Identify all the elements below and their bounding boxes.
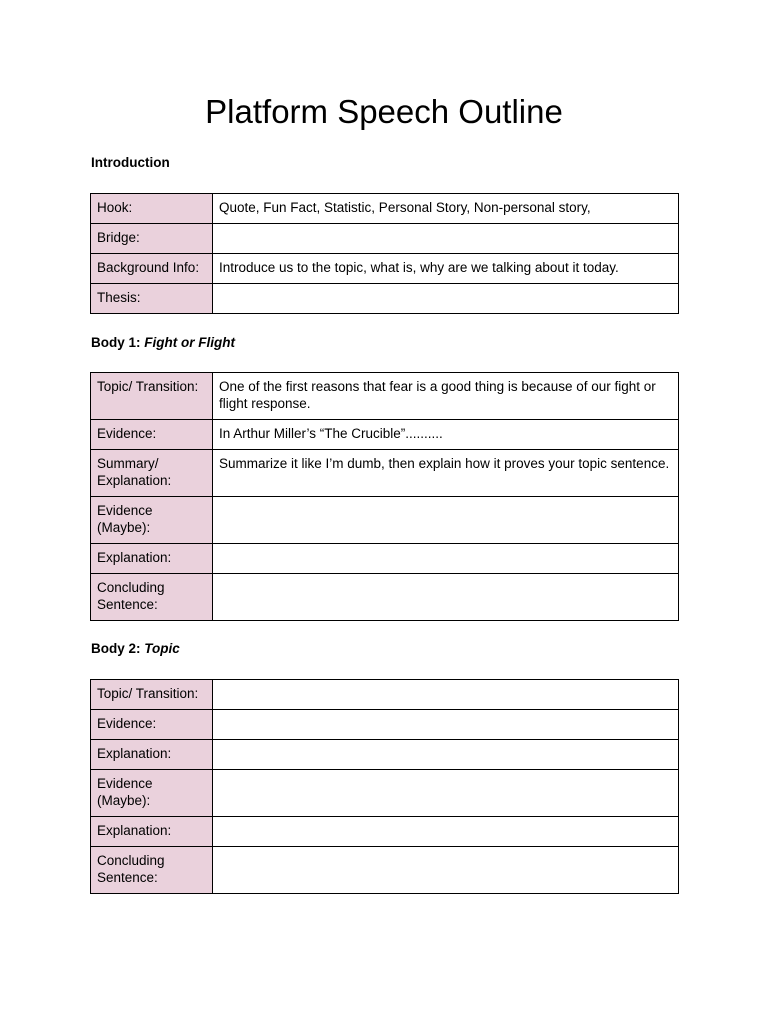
table-row xyxy=(91,847,679,894)
row-label: Concluding Sentence: xyxy=(91,574,213,621)
body1-table xyxy=(90,372,679,621)
table-row xyxy=(91,817,679,847)
table-row xyxy=(91,373,679,420)
row-value[interactable]: One of the first reasons that fear is a good thing is because of our fight or flight response. xyxy=(213,373,679,420)
row-label: Bridge: xyxy=(91,224,213,254)
row-label: Hook: xyxy=(91,194,213,224)
row-label: Explanation: xyxy=(91,817,213,847)
row-label: Concluding Sentence: xyxy=(91,847,213,894)
body1-heading xyxy=(91,334,235,352)
row-value[interactable]: In Arthur Miller’s “The Crucible”.......... xyxy=(213,420,679,450)
row-value[interactable]: Quote, Fun Fact, Statistic, Personal Story, Non-personal story, xyxy=(213,194,679,224)
table-row xyxy=(91,497,679,544)
row-label: Topic/ Transition: xyxy=(91,373,213,420)
row-label: Thesis: xyxy=(91,284,213,314)
row-value[interactable]: Introduce us to the topic, what is, why are we talking about it today. xyxy=(213,254,679,284)
row-value[interactable] xyxy=(213,847,679,894)
row-label: Explanation: xyxy=(91,740,213,770)
row-label: Explanation: xyxy=(91,544,213,574)
table-row xyxy=(91,680,679,710)
body2-heading-topic: Topic xyxy=(144,641,180,656)
row-value[interactable] xyxy=(213,284,679,314)
row-value[interactable] xyxy=(213,710,679,740)
page-title: Platform Speech Outline xyxy=(205,93,563,130)
row-value[interactable] xyxy=(213,497,679,544)
body2-table xyxy=(90,679,679,894)
table-row xyxy=(91,770,679,817)
row-value[interactable] xyxy=(213,224,679,254)
table-row xyxy=(91,450,679,497)
table-row xyxy=(91,254,679,284)
row-label: Summary/ Explanation: xyxy=(91,450,213,497)
table-row xyxy=(91,740,679,770)
row-label: Evidence: xyxy=(91,710,213,740)
row-value[interactable] xyxy=(213,544,679,574)
table-row xyxy=(91,710,679,740)
body1-heading-topic: Fight or Flight xyxy=(144,335,235,350)
table-row xyxy=(91,574,679,621)
row-label: Evidence (Maybe): xyxy=(91,497,213,544)
row-label: Evidence (Maybe): xyxy=(91,770,213,817)
body2-heading-prefix: Body 2: xyxy=(91,641,145,656)
introduction-table xyxy=(90,193,679,314)
introduction-heading: Introduction xyxy=(91,155,170,170)
body1-heading-prefix: Body 1: xyxy=(91,335,145,350)
table-row xyxy=(91,224,679,254)
row-value[interactable] xyxy=(213,740,679,770)
table-row xyxy=(91,194,679,224)
row-value[interactable] xyxy=(213,680,679,710)
row-label: Background Info: xyxy=(91,254,213,284)
body2-heading xyxy=(91,640,180,658)
table-row xyxy=(91,420,679,450)
row-value[interactable]: Summarize it like I’m dumb, then explain how it proves your topic sentence. xyxy=(213,450,679,497)
row-value[interactable] xyxy=(213,770,679,817)
row-label: Evidence: xyxy=(91,420,213,450)
row-label: Topic/ Transition: xyxy=(91,680,213,710)
row-value[interactable] xyxy=(213,574,679,621)
table-row xyxy=(91,284,679,314)
table-row xyxy=(91,544,679,574)
row-value[interactable] xyxy=(213,817,679,847)
